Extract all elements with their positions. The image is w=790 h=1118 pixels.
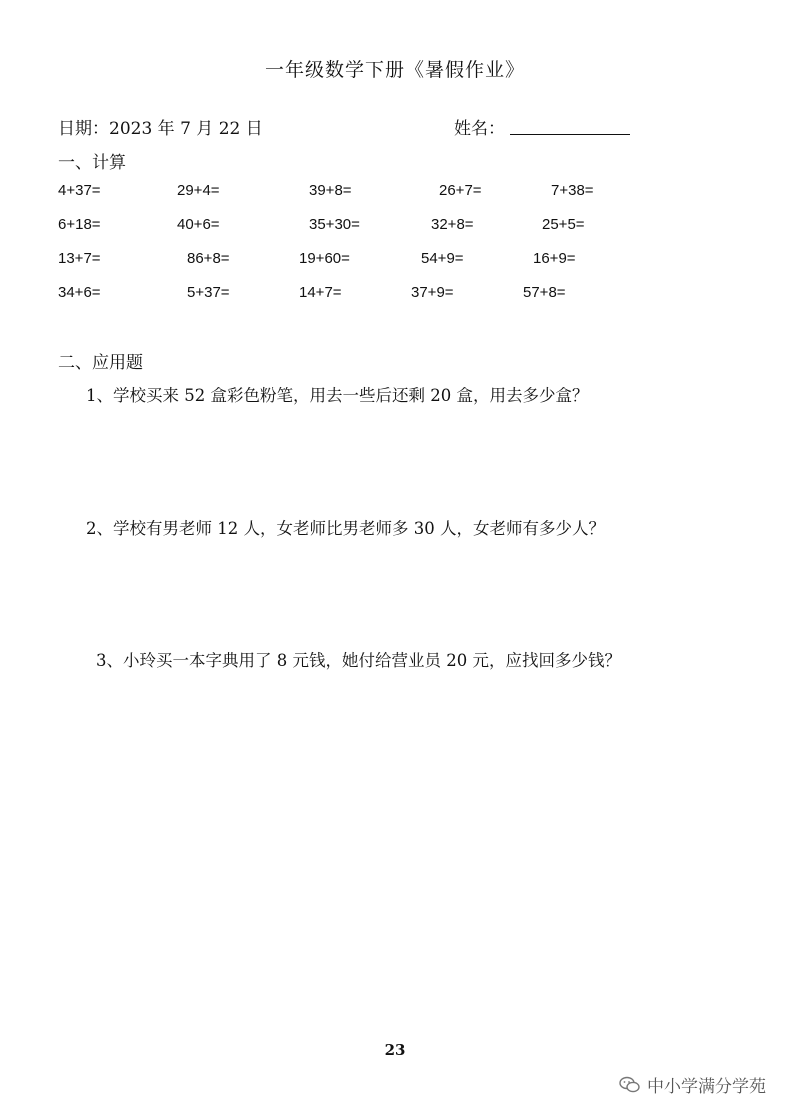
calc-item: 25+5= [542, 216, 585, 233]
watermark [619, 1072, 766, 1097]
wechat-icon [619, 1076, 641, 1094]
calc-item: 7+38= [551, 182, 594, 199]
word-problem-1: 1、学校买来 52 盒彩色粉笔，用去一些后还剩 20 盒，用去多少盒？ [86, 386, 589, 405]
calc-item: 54+9= [421, 250, 464, 267]
name-label: 姓名： [454, 119, 505, 139]
calc-item: 26+7= [439, 182, 482, 199]
section-word-problems-heading: 二、应用题 [58, 353, 143, 373]
calc-item: 4+37= [58, 182, 101, 199]
calc-item: 13+7= [58, 250, 101, 267]
page-number: 23 [384, 1041, 406, 1059]
calc-item: 39+8= [309, 182, 352, 199]
calc-item: 34+6= [58, 284, 101, 301]
calc-item: 5+37= [187, 284, 230, 301]
calc-item: 37+9= [411, 284, 454, 301]
calc-item: 29+4= [177, 182, 220, 199]
page-title: 一年级数学下册《暑假作业》 [264, 59, 525, 81]
calc-item: 14+7= [299, 284, 342, 301]
watermark-text: 中小学满分学苑 [647, 1077, 766, 1097]
calc-item: 35+30= [309, 216, 360, 233]
section-calculation-heading: 一、计算 [58, 153, 126, 173]
calc-item: 57+8= [523, 284, 566, 301]
calc-item: 32+8= [431, 216, 474, 233]
calc-item: 40+6= [177, 216, 220, 233]
word-problem-2: 2、学校有男老师 12 人，女老师比男老师多 30 人，女老师有多少人？ [86, 519, 605, 538]
date-line: 日期：2023 年 7 月 22 日 [58, 119, 263, 139]
word-problem-3: 3、小玲买一本字典用了 8 元钱，她付给营业员 20 元，应找回多少钱？ [96, 651, 621, 670]
calc-item: 19+60= [299, 250, 350, 267]
name-blank-line [510, 134, 630, 135]
calc-item: 86+8= [187, 250, 230, 267]
calc-item: 6+18= [58, 216, 101, 233]
calc-item: 16+9= [533, 250, 576, 267]
